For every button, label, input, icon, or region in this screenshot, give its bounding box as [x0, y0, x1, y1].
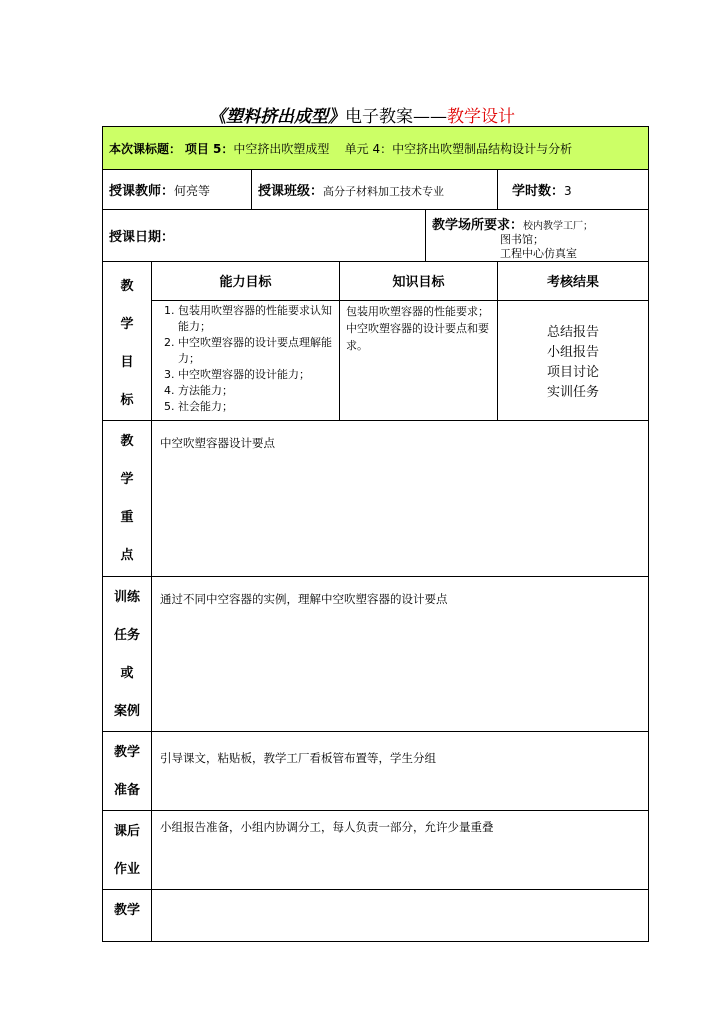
- ability-item: 5. 社会能力；: [178, 399, 339, 415]
- venue-1: 校内教学工厂；: [523, 221, 594, 232]
- ability-item: 3. 中空吹塑容器的设计能力；: [178, 367, 339, 383]
- class-cell: [252, 170, 498, 210]
- prep-content: [152, 732, 649, 811]
- topic-unit: 单元 4：中空挤出吹塑制品结构设计与分析: [344, 141, 573, 156]
- teacher-value: 何亮等: [174, 184, 211, 198]
- tasks-content: [152, 577, 649, 732]
- objectives-side-label: 教 学 目 标: [103, 262, 152, 421]
- ability-item: 1. 包装用吹塑容器的性能要求认知能力；: [178, 303, 339, 335]
- page-title: [0, 102, 724, 127]
- topic-row: [103, 127, 649, 170]
- date-cell: [103, 210, 426, 262]
- focus-side-label: 教 学 重 点: [103, 421, 152, 577]
- topic-project: 项目 5：: [184, 141, 234, 156]
- date-label: 授课日期：: [109, 230, 175, 245]
- assess-item: 小组报告: [547, 344, 600, 360]
- assess-item: 项目讨论: [547, 364, 600, 380]
- last-content: [152, 890, 649, 942]
- teacher-label: 授课教师：: [109, 184, 175, 199]
- ability-header: 能力目标: [152, 262, 340, 301]
- homework-text: 小组报告准备，小组内协调分工，每人负责一部分，允许少量重叠: [160, 820, 494, 834]
- title-doc-type: 电子教案——: [345, 107, 447, 127]
- homework-side-label: 课后 作业: [103, 811, 152, 890]
- topic-project-name: 中空挤出吹塑成型: [233, 141, 330, 156]
- ability-item: 2. 中空吹塑容器的设计要点理解能力；: [178, 335, 339, 367]
- lesson-plan-table: [102, 126, 649, 942]
- assess-list: [498, 300, 649, 420]
- knowledge-text: 包装用吹塑容器的性能要求；中空吹塑容器的设计要点和要求。: [340, 300, 498, 420]
- homework-content: [152, 811, 649, 890]
- ability-item: 4. 方法能力；: [178, 383, 339, 399]
- assess-header: 考核结果: [498, 262, 649, 301]
- focus-content: [152, 421, 649, 577]
- focus-text: 中空吹塑容器设计要点: [160, 436, 275, 450]
- teacher-cell: [103, 170, 252, 210]
- last-side-label: 教学: [103, 890, 152, 942]
- venue-3: 工程中心仿真室: [500, 247, 577, 260]
- assess-item: 总结报告: [547, 324, 600, 340]
- ability-list-cell: [152, 300, 340, 420]
- topic-label: 本次课标题：: [109, 141, 182, 156]
- venue-cell: [426, 210, 649, 262]
- assess-item: 实训任务: [547, 384, 600, 400]
- hours-cell: [498, 170, 649, 210]
- prep-side-label: 教学 准备: [103, 732, 152, 811]
- ability-list: [152, 303, 339, 415]
- class-value: 高分子材料加工技术专业: [323, 185, 445, 198]
- venue-2: 图书馆；: [500, 233, 544, 246]
- tasks-text: 通过不同中空容器的实例，理解中空吹塑容器的设计要点: [160, 592, 448, 606]
- title-course: 《塑料挤出成型》: [209, 107, 345, 127]
- knowledge-header: 知识目标: [340, 262, 498, 301]
- hours-label: 学时数：: [512, 184, 565, 199]
- prep-text: 引导课文，粘贴板，教学工厂看板管布置等，学生分组: [160, 751, 436, 765]
- venue-label: 教学场所要求：: [432, 218, 524, 233]
- title-section: 教学设计: [447, 107, 515, 127]
- hours-value: 3: [564, 184, 572, 198]
- tasks-side-label: 训练 任务 或 案例: [103, 577, 152, 732]
- class-label: 授课班级：: [258, 184, 324, 199]
